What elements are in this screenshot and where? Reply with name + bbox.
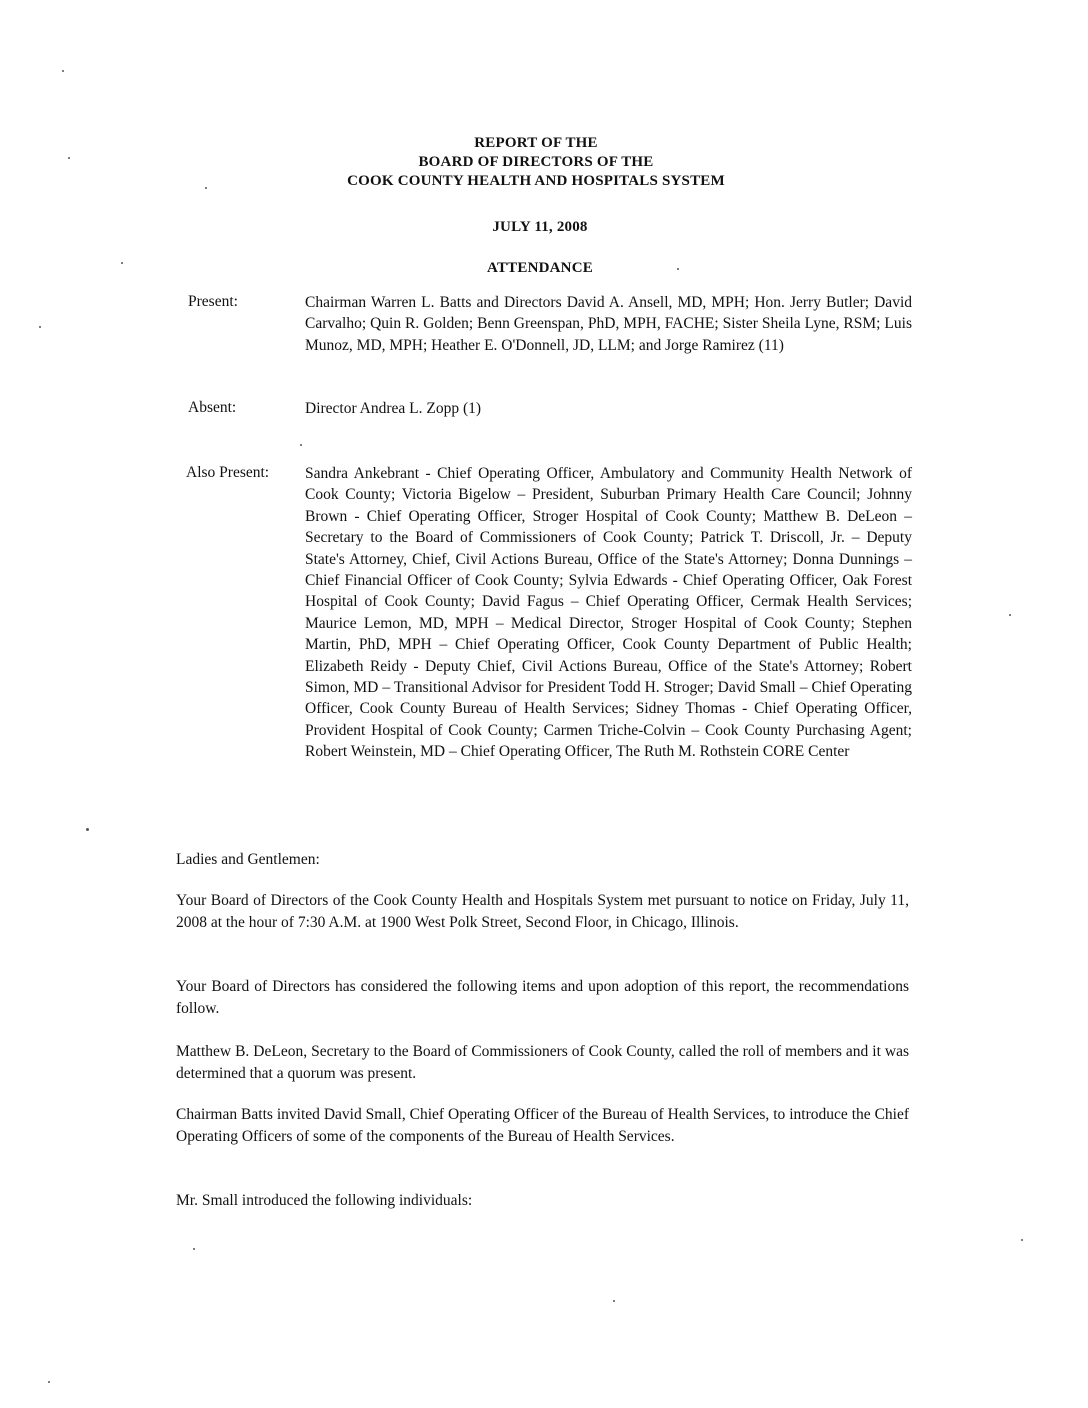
report-title xyxy=(0,134,1080,191)
scan-speck xyxy=(68,157,70,159)
scan-speck xyxy=(86,828,89,831)
absent-list: Director Andrea L. Zopp (1) xyxy=(305,400,482,417)
present-list: Chairman Warren L. Batts and Directors David A. Ansell, MD, MPH; Hon. Jerry Butler; David Carvalho; Quin R. Golden; Benn Greenspan, PhD, MPH, FACHE; Sister Sheila Lyne, RSM; Luis Munoz, MD, MPH; Heather E. O'Donnell, JD, LLM; and Jorge Ramirez (11) xyxy=(305,294,912,354)
body-paragraph: Chairman Batts invited David Small, Chief Operating Officer of the Bureau of Health Services, to introduce the Chief Operating Officers of some of the components of the Bureau of Health Services. xyxy=(176,1106,909,1145)
scan-speck xyxy=(121,262,123,264)
scan-speck xyxy=(1021,1239,1023,1241)
scan-speck xyxy=(48,1381,50,1383)
scan-speck xyxy=(677,268,679,270)
scan-speck xyxy=(205,187,207,189)
title-line: REPORT OF THE xyxy=(474,135,598,151)
title-line: BOARD OF DIRECTORS OF THE xyxy=(418,154,654,170)
scan-speck xyxy=(62,70,64,72)
attendance-heading: ATTENDANCE xyxy=(487,260,593,276)
absent-label: Absent: xyxy=(188,399,237,416)
report-date: JULY 11, 2008 xyxy=(492,219,588,235)
body-paragraph: Your Board of Directors has considered the following items and upon adoption of this report, the recommendations follow. xyxy=(176,978,909,1017)
present-label: Present: xyxy=(188,293,238,310)
scan-speck xyxy=(193,1248,195,1250)
also-present-label: Also Present: xyxy=(186,464,270,481)
scan-speck xyxy=(613,1300,615,1302)
body-paragraph: Mr. Small introduced the following individuals: xyxy=(176,1192,473,1209)
scan-speck xyxy=(300,444,302,446)
scan-speck xyxy=(1009,614,1011,616)
scan-speck xyxy=(39,326,41,328)
also-present-list: Sandra Ankebrant - Chief Operating Officer, Ambulatory and Community Health Network of Cook County; Victoria Bigelow – President, Suburban Primary Health Care Council; Johnny Brown - Chief Operating Officer, Stroger Hospital of Cook County; Matthew B. DeLeon – Secretary to the Board of Commissioners of Cook County; Patrick T. Driscoll, Jr. – Deputy State's Attorney, Chief, Civil Actions Bureau, Office of the State's Attorney; Donna Dunnings – Chief Financial Officer of Cook County; Sylvia Edwards - Chief Operating Officer, Oak Forest Hospital of Cook County; David Fagus – Chief Operating Officer, Cermak Health Services; Maurice Lemon, MD, MPH – Medical Director, Stroger Hospital of Cook County; Stephen Martin, PhD, MPH – Chief Operating Officer, Cook County Department of Public Health; Elizabeth Reidy - Deputy Chief, Civil Actions Bureau, Office of the State's Attorney; Robert Simon, MD – Transitional Advisor for President Todd H. Stroger; David Small – Chief Operating Officer, Cook County Bureau of Health Services; Sidney Thomas - Chief Operating Officer, Provident Hospital of Cook County; Carmen Triche-Colvin – Cook County Purchasing Agent; Robert Weinstein, MD – Chief Operating Officer, The Ruth M. Rothstein CORE Center xyxy=(305,465,912,761)
body-paragraph: Your Board of Directors of the Cook County Health and Hospitals System met pursuant to notice on Friday, July 11, 2008 at the hour of 7:30 A.M. at 1900 West Polk Street, Second Floor, in Chicago, Illinois. xyxy=(176,892,909,931)
salutation: Ladies and Gentlemen: xyxy=(176,851,320,868)
title-line: COOK COUNTY HEALTH AND HOSPITALS SYSTEM xyxy=(347,173,725,189)
body-paragraph: Matthew B. DeLeon, Secretary to the Board of Commissioners of Cook County, called the roll of members and it was determined that a quorum was present. xyxy=(176,1043,909,1082)
